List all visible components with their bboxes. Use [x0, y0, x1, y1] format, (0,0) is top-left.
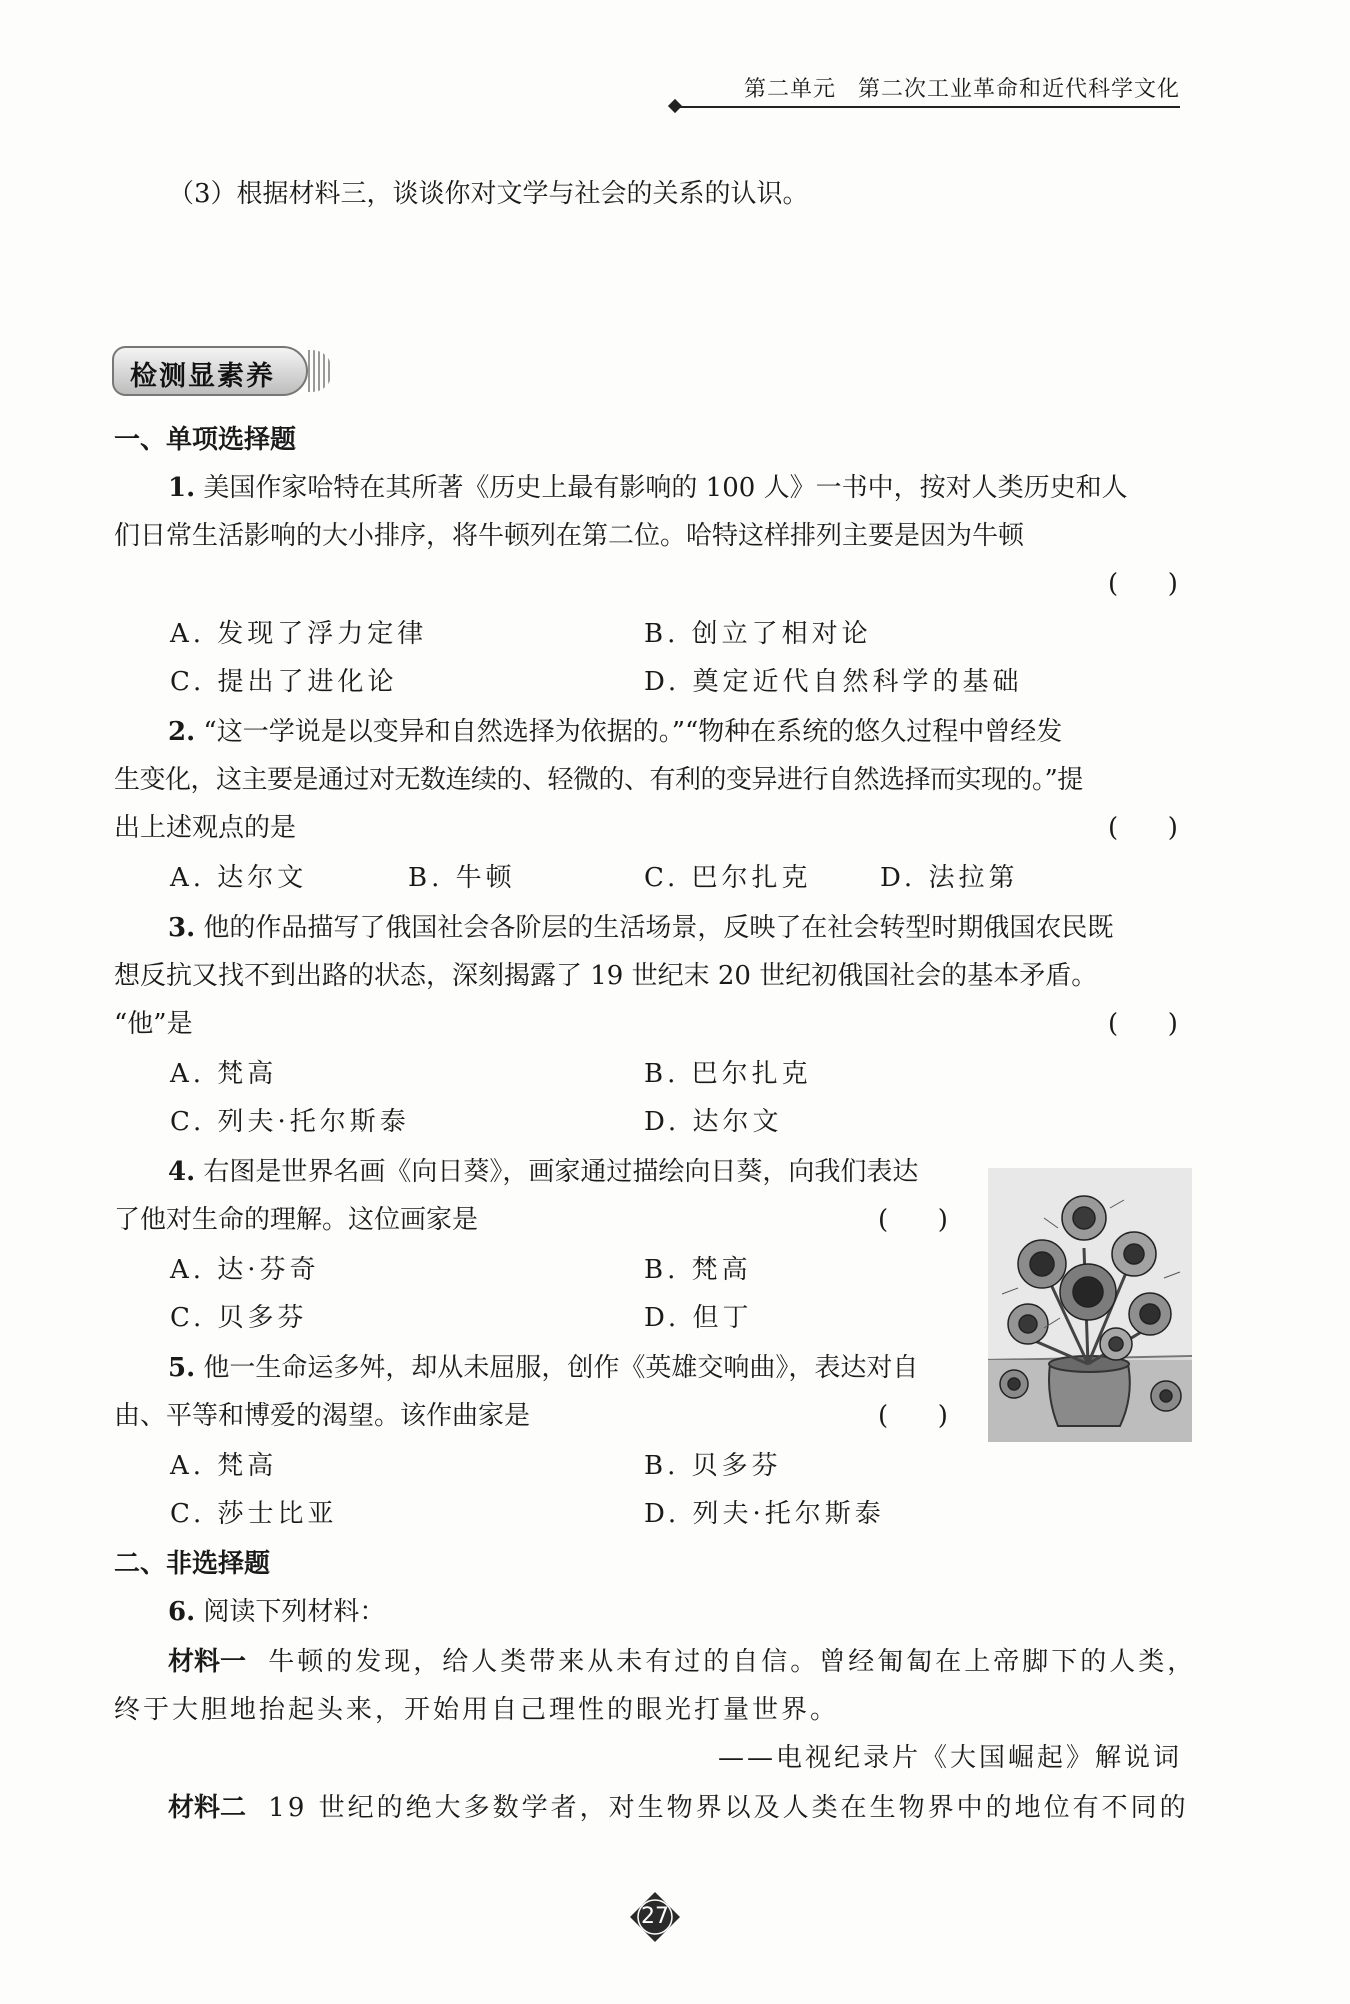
- q5-option-a[interactable]: A. 梵高: [170, 1451, 278, 1481]
- badge-label: 检测显素养: [130, 361, 275, 392]
- material-1-source: ——电视纪录片《大国崛起》解说词: [717, 1743, 1182, 1773]
- page-number: 27: [641, 1904, 669, 1929]
- q4-line1: 4. 右图是世界名画《向日葵》，画家通过描绘向日葵，向我们表达: [168, 1157, 919, 1187]
- q1-line2: 们日常生活影响的大小排序，将牛顿列在第二位。哈特这样排列主要是因为牛顿: [114, 521, 1025, 551]
- q3-option-d[interactable]: D. 达尔文: [644, 1107, 783, 1137]
- q4-option-c[interactable]: C. 贝多芬: [170, 1303, 308, 1333]
- q5-option-d[interactable]: D. 列夫·托尔斯泰: [644, 1499, 885, 1529]
- q6-number: 6.: [168, 1597, 196, 1627]
- q2-option-d[interactable]: D. 法拉第: [880, 863, 1019, 893]
- material-1-line2: 终于大胆地抬起头来，开始用自己理性的眼光打量世界。: [114, 1695, 840, 1725]
- header-unit: 第二单元: [743, 77, 836, 102]
- q2-line1: 2. “这一学说是以变异和自然选择为依据的。”“物种在系统的悠久过程中曾经发: [168, 717, 1063, 747]
- q1-number: 1.: [168, 473, 196, 503]
- material-2-line1: 材料二 19 世纪的绝大多数学者，对生物界以及人类在生物界中的地位有不同的: [168, 1793, 1189, 1823]
- q4-number: 4.: [168, 1157, 196, 1187]
- q3-option-b[interactable]: B. 巴尔扎克: [644, 1059, 812, 1089]
- q4-line2: 了他对生命的理解。这位画家是: [114, 1205, 479, 1235]
- sunflowers-illustration: [988, 1168, 1192, 1442]
- q3-option-a[interactable]: A. 梵高: [170, 1059, 278, 1089]
- q3-line1: 3. 他的作品描写了俄国社会各阶层的生活场景，反映了在社会转型时期俄国农民既: [168, 913, 1114, 943]
- header-title: 第二次工业革命和近代科学文化: [857, 77, 1180, 102]
- q3-answer-bracket[interactable]: ( ): [1108, 1009, 1178, 1039]
- q2-answer-bracket[interactable]: ( ): [1108, 813, 1178, 843]
- q5-option-c[interactable]: C. 莎士比亚: [170, 1499, 338, 1529]
- q1-answer-bracket[interactable]: ( ): [1108, 569, 1178, 599]
- q1-option-a[interactable]: A. 发现了浮力定律: [170, 619, 428, 649]
- q1-option-b[interactable]: B. 创立了相对论: [644, 619, 872, 649]
- running-header: [670, 72, 1180, 108]
- q1-line1: 1. 美国作家哈特在其所著《历史上最有影响的 100 人》一书中，按对人类历史和人: [168, 473, 1128, 503]
- q5-answer-bracket[interactable]: ( ): [878, 1401, 948, 1431]
- material-1-line1: 材料一 牛顿的发现，给人类带来从未有过的自信。曾经匍匐在上帝脚下的人类，: [168, 1647, 1197, 1677]
- section-title-single-choice: 一、单项选择题: [114, 425, 297, 455]
- q5-option-b[interactable]: B. 贝多芬: [644, 1451, 782, 1481]
- q6-intro: 6. 阅读下列材料：: [168, 1597, 386, 1627]
- q2-option-b[interactable]: B. 牛顿: [408, 863, 516, 893]
- stripes-decoration: [308, 350, 332, 392]
- material-1-label: 材料一: [168, 1647, 247, 1677]
- q4-option-d[interactable]: D. 但丁: [644, 1303, 753, 1333]
- q1-option-c[interactable]: C. 提出了进化论: [170, 667, 398, 697]
- q4-answer-bracket[interactable]: ( ): [878, 1205, 948, 1235]
- q1-option-d[interactable]: D. 奠定近代自然科学的基础: [644, 667, 1023, 697]
- q5-line2: 由、平等和博爱的渴望。该作曲家是: [114, 1401, 531, 1431]
- header-rule: [678, 106, 1180, 108]
- q2-line3: 出上述观点的是: [114, 813, 297, 843]
- q3-line3: “他”是: [114, 1009, 193, 1039]
- q5-line1: 5. 他一生命运多舛，却从未屈服，创作《英雄交响曲》，表达对自: [168, 1353, 919, 1383]
- q2-option-c[interactable]: C. 巴尔扎克: [644, 863, 812, 893]
- q2-number: 2.: [168, 717, 196, 747]
- q4-option-b[interactable]: B. 梵高: [644, 1255, 752, 1285]
- q3-line2: 想反抗又找不到出路的状态，深刻揭露了 19 世纪末 20 世纪初俄国社会的基本矛盾。: [114, 961, 1098, 991]
- sunflowers-painting-image: [988, 1168, 1192, 1442]
- section-badge: [112, 346, 332, 398]
- q3-number: 3.: [168, 913, 196, 943]
- q3-option-c[interactable]: C. 列夫·托尔斯泰: [170, 1107, 410, 1137]
- q2-line2: 生变化，这主要是通过对无数连续的、轻微的、有利的变异进行自然选择而实现的。”提: [114, 765, 1083, 795]
- q2-option-a[interactable]: A. 达尔文: [170, 863, 308, 893]
- page-number-badge: [628, 1890, 682, 1944]
- prev-question: （3）根据材料三，谈谈你对文学与社会的关系的认识。: [168, 179, 809, 209]
- q5-number: 5.: [168, 1353, 196, 1383]
- q4-option-a[interactable]: A. 达·芬奇: [170, 1255, 320, 1285]
- section-title-non-choice: 二、非选择题: [114, 1549, 271, 1579]
- material-2-label: 材料二: [168, 1793, 247, 1823]
